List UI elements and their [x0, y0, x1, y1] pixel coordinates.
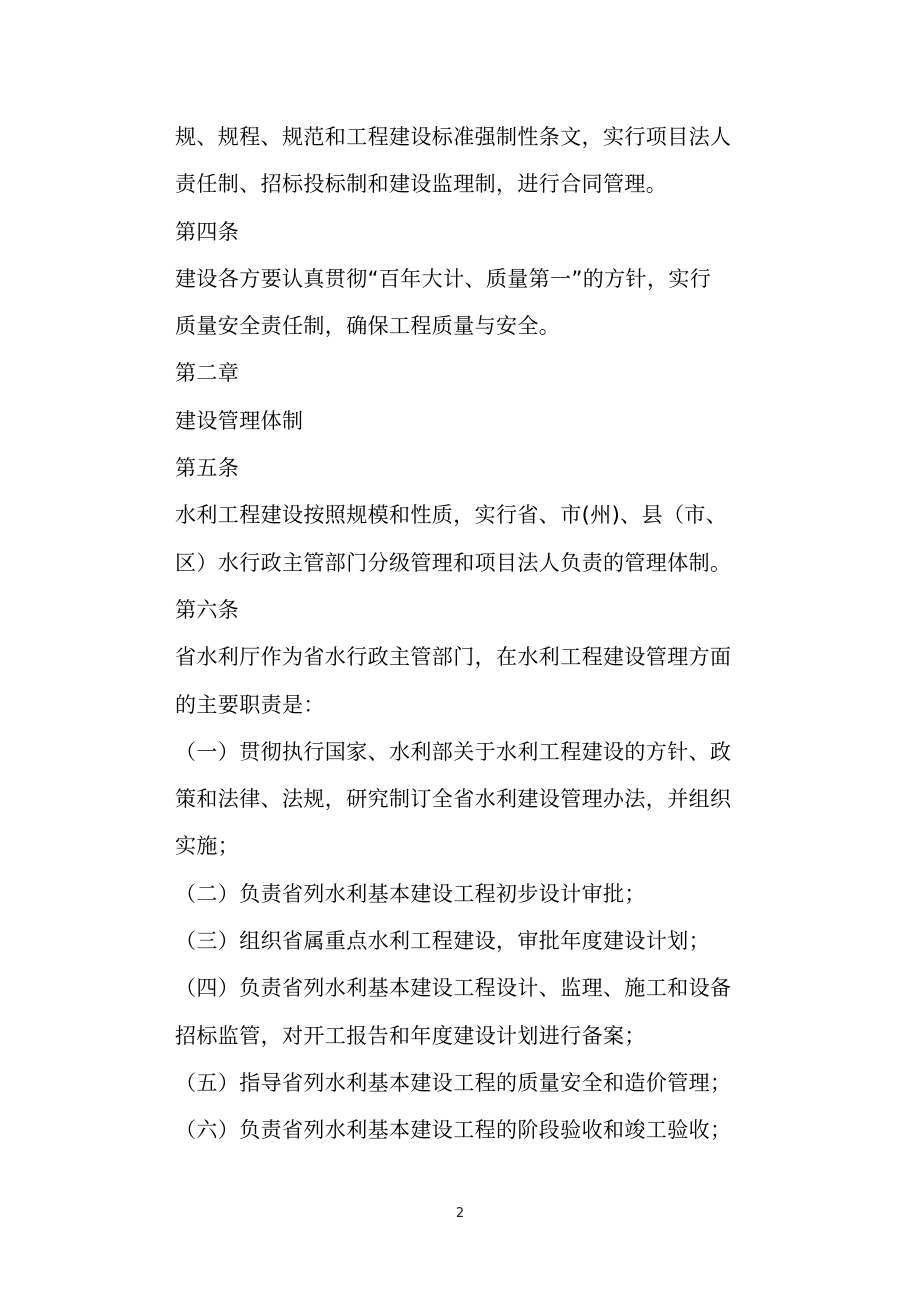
body-text-line: 水利工程建设按照规模和性质，实行省、市(州)、县（市、 — [175, 503, 728, 528]
list-item-line: （一）贯彻执行国家、水利部关于水利工程建设的方针、政 — [175, 739, 732, 764]
list-item-line: 实施； — [175, 834, 240, 859]
list-item-line: 策和法律、法规，研究制订全省水利建设管理办法，并组织 — [175, 787, 732, 812]
body-text-line: 的主要职责是： — [175, 692, 325, 717]
body-text-line: 省水利厅作为省水行政主管部门，在水利工程建设管理方面 — [175, 645, 732, 670]
page-number: 2 — [455, 1206, 465, 1221]
list-item-line: （三）组织省属重点水利工程建设，审批年度建设计划； — [175, 929, 710, 954]
list-item-line: （四）负责省列水利基本建设工程设计、监理、施工和设备 — [175, 976, 732, 1001]
chapter-title: 建设管理体制 — [175, 408, 304, 433]
list-item-line: （五）指导省列水利基本建设工程的质量安全和造价管理； — [175, 1070, 732, 1095]
document-body — [175, 114, 755, 1155]
article-heading: 第六条 — [175, 597, 240, 622]
list-item-line: 招标监管，对开工报告和年度建设计划进行备案； — [175, 1023, 646, 1048]
body-text-line: 建设各方要认真贯彻“百年大计、质量第一”的方针，实行 — [175, 266, 712, 291]
body-text-line: 责任制、招标投标制和建设监理制，进行合同管理。 — [175, 172, 668, 197]
article-heading: 第五条 — [175, 456, 240, 481]
article-heading: 第四条 — [175, 219, 240, 244]
body-text-line: 区）水行政主管部门分级管理和项目法人负责的管理体制。 — [175, 550, 732, 575]
list-item-line: （二）负责省列水利基本建设工程初步设计审批； — [175, 881, 646, 906]
body-text-line: 质量安全责任制，确保工程质量与安全。 — [175, 314, 561, 339]
list-item-line: （六）负责省列水利基本建设工程的阶段验收和竣工验收； — [175, 1118, 732, 1143]
chapter-heading: 第二章 — [175, 361, 240, 386]
body-text-line: 规、规程、规范和工程建设标准强制性条文，实行项目法人 — [175, 125, 732, 149]
